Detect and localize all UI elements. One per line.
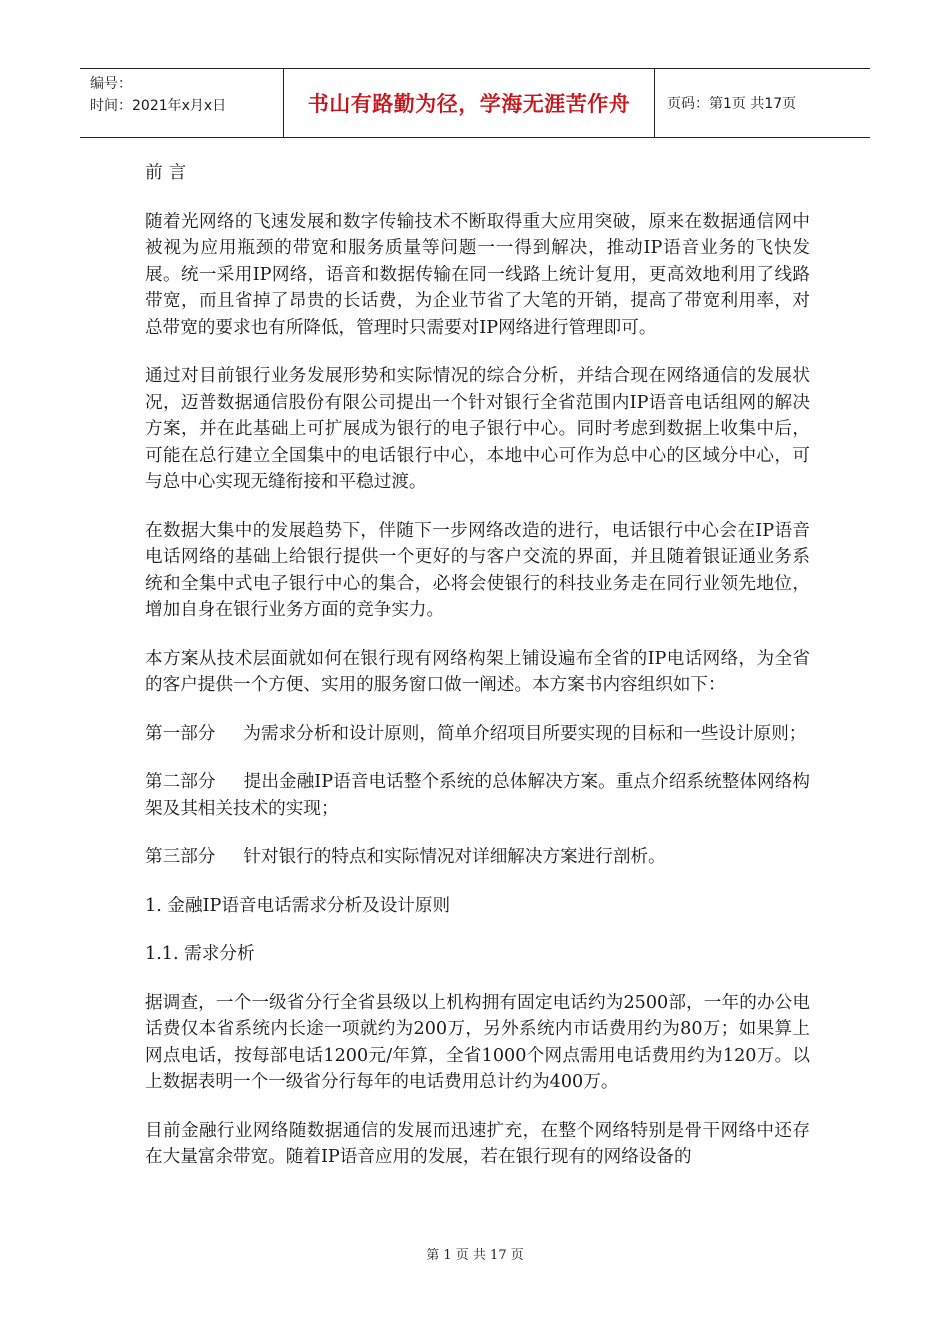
- header-info-cell: [80, 69, 284, 137]
- part-text: 为需求分析和设计原则，简单介绍项目所要实现的目标和一些设计原则；: [243, 723, 807, 744]
- paragraph: 本方案从技术层面就如何在银行现有网络构架上铺设遍布全省的IP电话网络，为全省的客户提供一个方便、实用的服务窗口做一阐述。本方案书内容组织如下：: [145, 648, 810, 695]
- part-item: [145, 721, 810, 748]
- paragraph: 随着光网络的飞速发展和数字传输技术不断取得重大应用突破，原来在数据通信网中被视为应用瓶颈的带宽和服务质量等问题一一得到解决，推动IP语音业务的飞快发展。统一采用IP网络，语音和数据传输在同一线路上统计复用，更高效地利用了线路带宽，而且省掉了昂贵的长话费，为企业节省了大笔的开销，提高了带宽利用率，对总带宽的要求也有所降低，管理时只需要对IP网络进行管理即可。: [145, 211, 810, 338]
- paragraph: 据调查，一个一级省分行全省县级以上机构拥有固定电话约为2500部，一年的办公电话费仅本省系统内长途一项就约为200万，另外系统内市话费用约为80万；如果算上网点电话，按每部电话1200元/年算，全省1000个网点需用电话费用约为120万。以上数据表明一个一级省分行每年的电话费用总计约为400万。: [145, 992, 810, 1092]
- header-motto: 书山有路勤为径，学海无涯苦作舟: [284, 69, 655, 137]
- part-item: [145, 769, 810, 822]
- paragraph: 在数据大集中的发展趋势下，伴随下一步网络改造的进行，电话银行中心会在IP语音电话网络的基础上给银行提供一个更好的与客户交流的界面，并且随着银证通业务系统和全集中式电子银行中心的集合，必将会使银行的科技业务走在同行业领先地位，增加自身在银行业务方面的竞争实力。: [145, 520, 810, 620]
- part-item: [145, 844, 810, 871]
- document-body: [145, 160, 810, 1193]
- part-label: 第一部分: [145, 723, 216, 744]
- header-page-label: 页码：第1页 共17页: [667, 96, 797, 112]
- part-label: 第二部分: [145, 772, 216, 792]
- part-label: 第三部分: [145, 847, 216, 867]
- page-footer: 第 1 页 共 17 页: [426, 1248, 524, 1263]
- section-heading: 1. 金融IP语音电话需求分析及设计原则: [145, 895, 451, 916]
- number-label: 编号：: [90, 76, 132, 92]
- paragraph: 目前金融行业网络随数据通信的发展而迅速扩充，在整个网络特别是骨干网络中还存在大量富余带宽。随着IP语音应用的发展，若在银行现有的网络设备的: [145, 1120, 810, 1167]
- page-header: [80, 68, 870, 138]
- subsection-heading: 1.1. 需求分析: [145, 944, 255, 964]
- part-text: 针对银行的特点和实际情况对详细解决方案进行剖析。: [243, 847, 666, 867]
- paragraph: 通过对目前银行业务发展形势和实际情况的综合分析，并结合现在网络通信的发展状况，迈普数据通信股份有限公司提出一个针对银行全省范围内IP语音电话组网的解决方案，并在此基础上可扩展成为银行的电子银行中心。同时考虑到数据上收集中后，可能在总行建立全国集中的电话银行中心，本地中心可作为总中心的区域分中心，可与总中心实现无缝衔接和平稳过渡。: [145, 366, 810, 492]
- time-label: 时间：2021年x月x日: [90, 98, 227, 114]
- part-text: 提出金融IP语音电话整个系统的总体解决方案。重点介绍系统整体网络构架及其相关技术的实现；: [145, 772, 810, 819]
- preface-title: 前言: [145, 163, 193, 183]
